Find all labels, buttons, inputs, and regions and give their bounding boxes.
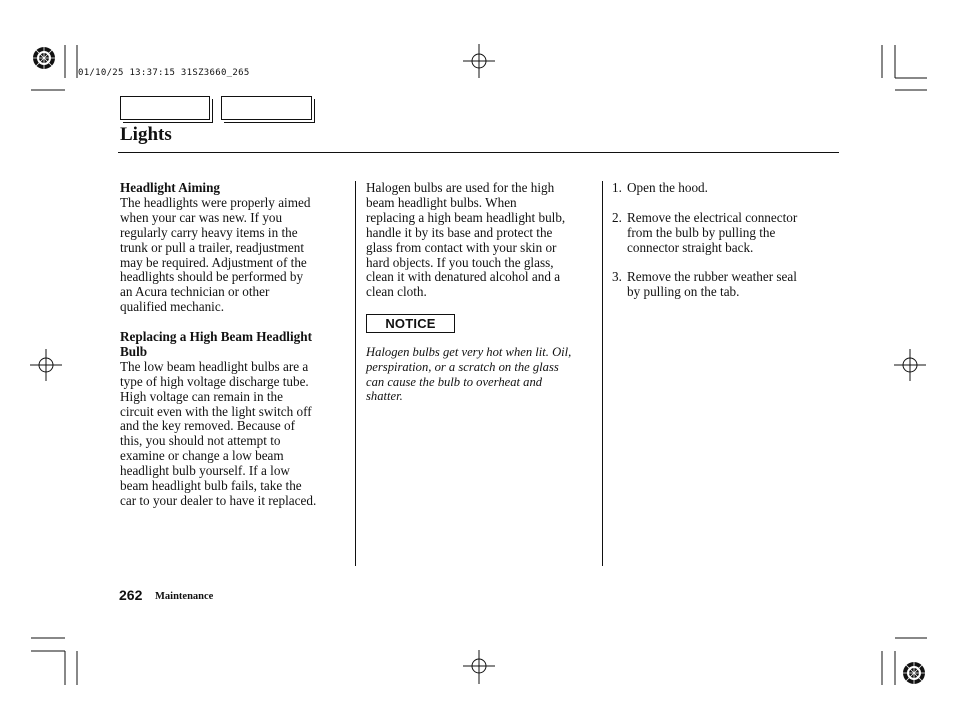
text-line: clean it with denatured alcohol and a [366, 269, 561, 285]
text-line: from the bulb by pulling the [627, 224, 776, 240]
text-line: this, you should not attempt to [120, 433, 281, 449]
text-line: glass from contact with your skin or [366, 239, 557, 255]
text-line: High voltage can remain in the [120, 388, 283, 404]
step-item [612, 181, 838, 196]
text-line: Halogen bulbs are used for the high [366, 180, 555, 195]
text-line: regularly carry heavy items in the [120, 224, 298, 240]
column-divider [355, 181, 356, 566]
text-line: connector straight back. [627, 239, 754, 255]
text-line: perspiration, or a scratch on the glass [366, 359, 559, 374]
column-left [120, 181, 352, 509]
section-heading: Replacing a High Beam Headlight [120, 329, 312, 345]
text-line: handle it by its base and protect the [366, 224, 553, 240]
column-divider [602, 181, 603, 566]
section-heading: Headlight Aiming [120, 180, 221, 195]
text-line: Remove the electrical connector [627, 209, 798, 225]
footer-section: Maintenance [155, 591, 214, 602]
text-line: Open the hood. [627, 180, 708, 195]
text-line: an Acura technician or other [120, 284, 270, 300]
text-line: trunk or pull a trailer, readjustment [120, 239, 305, 255]
column-middle [366, 181, 600, 300]
step-item [612, 211, 838, 256]
page-number: 262 [119, 587, 143, 603]
notice-badge [366, 314, 455, 333]
print-stamp: 01/10/25 13:37:15 31SZ3660_265 [78, 68, 250, 78]
nav-tab-box[interactable] [221, 96, 312, 120]
text-line: circuit even with the light switch off [120, 403, 312, 419]
notice-text [366, 345, 602, 404]
registration-target-icon [903, 662, 925, 684]
text-line: and the key removed. Because of [120, 418, 296, 434]
notice-label: NOTICE [385, 316, 436, 331]
step-number: 2. [612, 209, 622, 225]
text-line: shatter. [366, 389, 403, 404]
text-line: may be required. Adjustment of the [120, 254, 307, 270]
text-line: The low beam headlight bulbs are a [120, 358, 309, 374]
text-line: examine or change a low beam [120, 448, 284, 464]
text-line: headlight bulb yourself. If a low [120, 463, 290, 479]
text-line: Remove the rubber weather seal [627, 269, 797, 285]
text-line: headlights should be performed by [120, 269, 304, 285]
text-line: The headlights were properly aimed [120, 194, 311, 210]
text-line: clean cloth. [366, 284, 427, 300]
text-line: by pulling on the tab. [627, 284, 740, 300]
text-line: type of high voltage discharge tube. [120, 373, 309, 389]
text-line: beam headlight bulb fails, take the [120, 478, 302, 494]
step-number: 3. [612, 269, 622, 285]
step-item [612, 270, 838, 300]
step-number: 1. [612, 180, 622, 195]
text-line: when your car was new. If you [120, 209, 283, 225]
text-line: qualified mechanic. [120, 299, 224, 315]
text-line: car to your dealer to have it replaced. [120, 493, 317, 509]
registration-target-icon [33, 47, 55, 69]
title-rule [118, 152, 839, 153]
nav-tab-box[interactable] [120, 96, 210, 120]
section-heading: Bulb [120, 343, 148, 359]
page-title: Lights [120, 124, 172, 145]
text-line: hard objects. If you touch the glass, [366, 254, 554, 270]
column-right [612, 181, 838, 300]
text-line: can cause the bulb to overheat and [366, 374, 543, 389]
text-line: Halogen bulbs get very hot when lit. Oil, [366, 345, 572, 359]
text-line: beam headlight bulbs. When [366, 194, 517, 210]
text-line: replacing a high beam headlight bulb, [366, 209, 566, 225]
